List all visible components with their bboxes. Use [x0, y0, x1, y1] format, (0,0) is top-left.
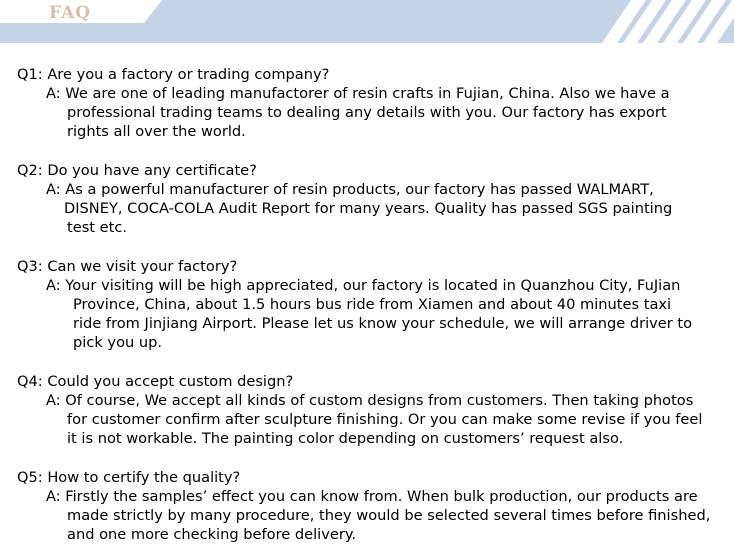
- answer-1-line-1: A: We are one of leading manufactorer of resin crafts in Fujian, China. Also we have a: [46, 85, 670, 102]
- answer-2-line-2: DISNEY, COCA-COLA Audit Report for many years. Quality has passed SGS painting: [64, 200, 673, 217]
- answer-1-line-3: rights all over the world.: [67, 123, 246, 140]
- answer-5-line-3: and one more checking before delivery.: [67, 526, 357, 543]
- answer-3-line-3: ride from Jinjiang Airport. Please let us know your schedule, we will arrange driver to: [73, 315, 693, 332]
- answer-3-line-4: pick you up.: [73, 334, 163, 351]
- answer-2-line-3: test etc.: [67, 219, 128, 236]
- answer-4-line-1: A: Of course, We accept all kinds of custom designs from customers. Then taking photos: [46, 392, 694, 409]
- answer-4-line-3: it is not workable. The painting color depending on customers’ request also.: [67, 430, 624, 447]
- answer-3-line-1: A: Your visiting will be high appreciated, our factory is located in Quanzhou City, FuJian: [46, 277, 681, 294]
- answer-1-line-2: professional trading teams to dealing any details with you. Our factory has export: [67, 104, 667, 121]
- faq-header-banner: [0, 0, 734, 43]
- question-2: Q2: Do you have any certificate?: [17, 162, 257, 179]
- header-banner-graphic: [0, 0, 734, 43]
- answer-4-line-2: for customer confirm after sculpture finishing. Or you can make some revise if you feel: [67, 411, 703, 428]
- answer-3-line-2: Province, China, about 1.5 hours bus ride from Xiamen and about 40 minutes taxi: [73, 296, 672, 313]
- question-3: Q3: Can we visit your factory?: [17, 258, 238, 275]
- header-title: FAQ: [49, 3, 92, 23]
- question-1: Q1: Are you a factory or trading company?: [17, 66, 330, 83]
- answer-2-line-1: A: As a powerful manufacturer of resin products, our factory has passed WALMART,: [46, 181, 654, 198]
- question-4: Q4: Could you accept custom design?: [17, 373, 294, 390]
- question-5: Q5: How to certify the quality?: [17, 469, 241, 486]
- answer-5-line-1: A: Firstly the samples’ effect you can know from. When bulk production, our products are: [46, 488, 698, 505]
- answer-5-line-2: made strictly by many procedure, they would be selected several times before finished,: [67, 507, 711, 524]
